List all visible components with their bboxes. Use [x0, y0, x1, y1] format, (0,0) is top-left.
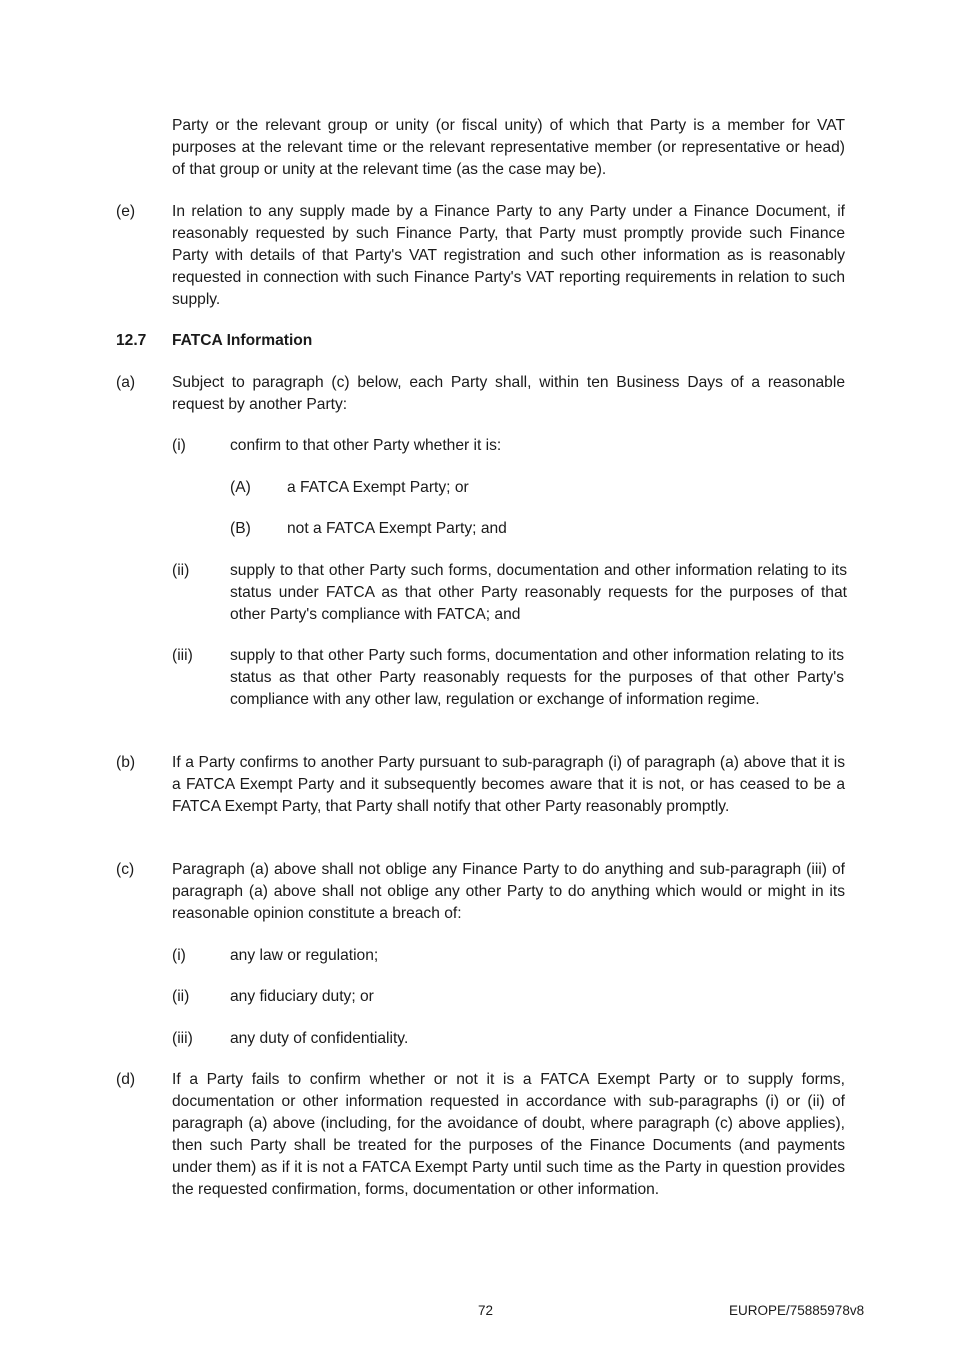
para-c-ii-label: (ii)	[172, 988, 190, 1005]
para-a-A-text: a FATCA Exempt Party; or	[287, 479, 469, 496]
para-a-i-label: (i)	[172, 437, 186, 454]
para-a-text: Subject to paragraph (c) below, each Party shall, within ten Business Days of a reasonable request by another Party:	[172, 374, 845, 413]
continuation-paragraph: Party or the relevant group or unity (or fiscal unity) of which that Party is a member for VAT purposes at the relevant time or the relevant representative member (or representative or head) of that group or unity at the relevant time (as the case may be).	[172, 117, 845, 178]
para-a-ii-text: supply to that other Party such forms, documentation and other information relating to its status under FATCA as that other Party reasonably requests for the purposes of that other Party's compliance with FATCA; and	[230, 562, 847, 623]
para-a-i-text: confirm to that other Party whether it is:	[230, 437, 502, 454]
para-c-text: Paragraph (a) above shall not oblige any Finance Party to do anything and sub-paragraph (iii) of paragraph (a) above shall not oblige any other Party to do anything which would or might in its reasonable opinion constitute a breach of:	[172, 861, 845, 922]
para-a-ii-label: (ii)	[172, 562, 190, 579]
para-c-i-text: any law or regulation;	[230, 947, 379, 964]
para-e-text: In relation to any supply made by a Finance Party to any Party under a Finance Document, if reasonably requested by such Finance Party, that Party must promptly provide such Finance Party with details of that Party's VAT registration and such other information as is reasonably requested in connection with such Finance Party's VAT reporting requirements in relation to such supply.	[172, 203, 845, 308]
document-reference: EUROPE/75885978v8	[729, 1303, 865, 1318]
para-c-ii-text: any fiduciary duty; or	[230, 988, 374, 1005]
para-c-iii-label: (iii)	[172, 1030, 193, 1047]
para-a-B-text: not a FATCA Exempt Party; and	[287, 520, 507, 537]
para-a-B-label: (B)	[230, 520, 251, 537]
para-a-iii-text: supply to that other Party such forms, documentation and other information relating to its status as that other Party reasonably requests for the purposes of that other Party's compliance with any other law, regulation or exchange of information regime.	[230, 647, 844, 708]
para-c-i-label: (i)	[172, 947, 186, 964]
para-c-label: (c)	[116, 861, 135, 878]
section-number: 12.7	[116, 332, 147, 349]
para-d-text: If a Party fails to confirm whether or not it is a FATCA Exempt Party or to supply forms, documentation or other information requested in accordance with sub-paragraphs (i) or (ii) of paragraph (a) above (including, for the avoidance of doubt, where paragraph (c) above applies), then such Party shall be treated for the purposes of the Finance Documents (and payments under them) as if it is not a FATCA Exempt Party until such time as the Party in question provides the requested confirmation, forms, documentation or other information.	[172, 1071, 845, 1198]
para-e-label: (e)	[116, 203, 136, 220]
para-b-label: (b)	[116, 754, 136, 771]
para-d-label: (d)	[116, 1071, 136, 1088]
para-b-text: If a Party confirms to another Party pursuant to sub-paragraph (i) of paragraph (a) above that it is a FATCA Exempt Party and it subsequently becomes aware that it is not, or has ceased to be a FATCA Exempt Party, that Party shall notify that other Party reasonably promptly.	[172, 754, 845, 815]
para-a-label: (a)	[116, 374, 136, 391]
page-number: 72	[478, 1303, 494, 1318]
para-c-iii-text: any duty of confidentiality.	[230, 1030, 409, 1047]
section-title: FATCA Information	[172, 332, 313, 349]
para-a-iii-label: (iii)	[172, 647, 193, 664]
para-a-A-label: (A)	[230, 479, 251, 496]
